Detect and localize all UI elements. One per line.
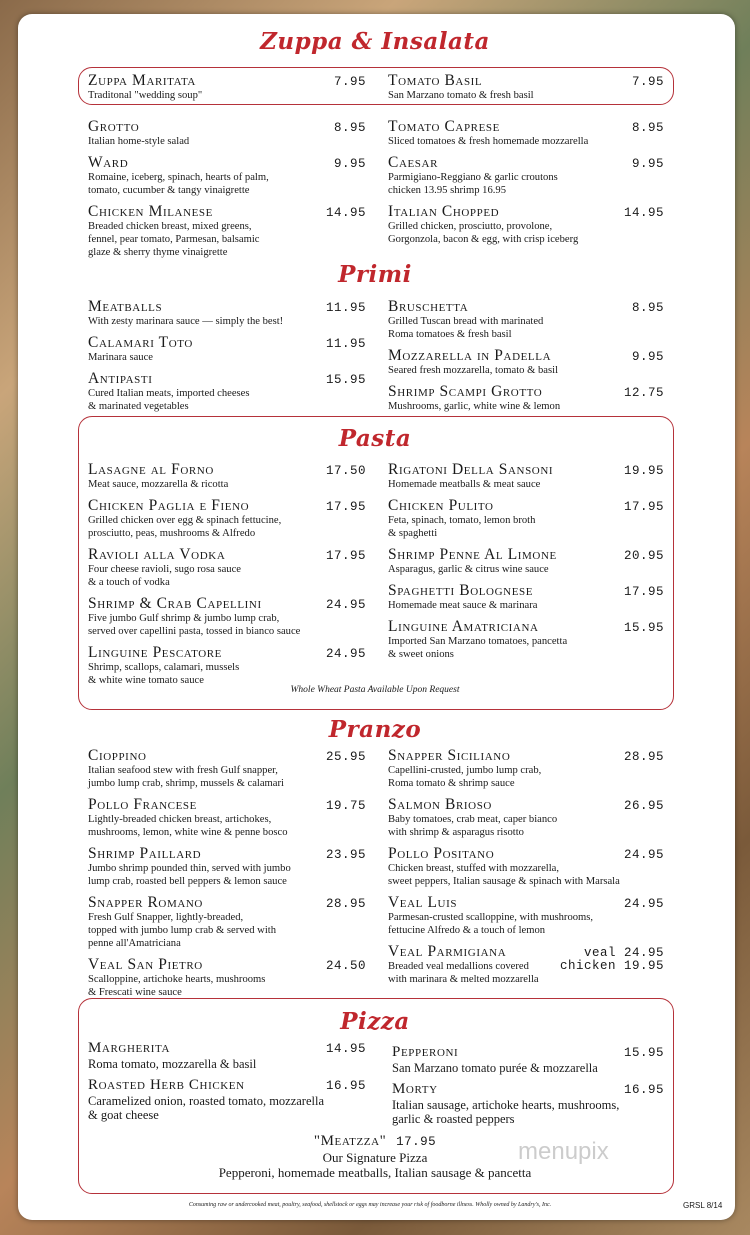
item-header	[388, 347, 664, 364]
item-description	[388, 911, 664, 937]
item-name: Shrimp & Crab Capellini	[88, 595, 262, 612]
menu-item	[88, 72, 366, 102]
featured-soups	[88, 72, 664, 108]
signature-pizza-subtitle: Our Signature Pizza	[322, 1150, 428, 1165]
description-line: Grilled chicken, prosciutto, provolone,	[388, 221, 553, 232]
item-price: 26.95	[623, 799, 664, 813]
item-description	[388, 135, 664, 148]
item-price: 8.95	[631, 121, 664, 135]
item-price: 17.95	[623, 500, 664, 514]
menu-code: GRSL 8/14	[683, 1201, 723, 1210]
item-header	[388, 546, 664, 563]
item-description	[388, 89, 664, 102]
menu-item	[388, 796, 664, 839]
item-name: Salmon Brioso	[388, 796, 492, 813]
description-line: Feta, spinach, tomato, lemon broth	[388, 515, 536, 526]
description-line: Grilled Tuscan bread with marinated	[388, 316, 544, 327]
item-header	[88, 1040, 366, 1057]
item-header	[88, 595, 366, 612]
item-header	[88, 334, 366, 351]
item-description	[392, 1098, 664, 1126]
item-description	[88, 1094, 366, 1122]
menu-item	[88, 497, 366, 540]
description-line: Italian seafood stew with fresh Gulf snapper,	[88, 765, 278, 776]
section-title-zuppa: Zuppa & Insalata	[260, 28, 490, 55]
menu-item	[388, 203, 664, 246]
description-line: chicken 13.95 shrimp 16.95	[388, 185, 506, 196]
menu-item	[388, 747, 664, 790]
description-line: & Frescati wine sauce	[88, 987, 182, 998]
description-line: Homemade meat sauce & marinara	[388, 600, 538, 611]
item-header	[88, 298, 366, 315]
item-name: Tomato Caprese	[388, 118, 500, 135]
item-description	[88, 514, 366, 540]
item-name: Shrimp Scampi Grotto	[388, 383, 543, 400]
item-name: Snapper Siciliano	[388, 747, 511, 764]
signature-pizza-desc: Pepperoni, homemade meatballs, Italian sausage & pancetta	[218, 1165, 532, 1180]
item-description	[88, 478, 366, 491]
item-description	[88, 661, 366, 687]
item-price: 9.95	[631, 157, 664, 171]
item-price: 17.95	[325, 549, 366, 563]
item-price: 14.95	[623, 206, 664, 220]
description-line: Marinara sauce	[88, 352, 153, 363]
item-name: Veal Luis	[388, 894, 458, 911]
item-price: 17.95	[623, 585, 664, 599]
item-name: Shrimp Penne Al Limone	[388, 546, 557, 563]
description-line: Italian sausage, artichoke hearts, mushrooms,	[392, 1098, 620, 1112]
item-description	[88, 862, 366, 888]
description-line: Italian home-style salad	[88, 136, 190, 147]
description-line: Parmigiano-Reggiano & garlic croutons	[388, 172, 558, 183]
item-header	[88, 644, 366, 661]
item-name: Spaghetti Bolognese	[388, 582, 534, 599]
description-line: Asparagus, garlic & citrus wine sauce	[388, 564, 549, 575]
menu-item	[388, 118, 664, 148]
item-name: Tomato Basil	[388, 72, 483, 89]
item-description	[88, 89, 366, 102]
description-line: Chicken breast, stuffed with mozzarella,	[388, 863, 560, 874]
item-header	[392, 1044, 664, 1061]
description-line: Four cheese ravioli, sugo rosa sauce	[88, 564, 241, 575]
item-price: 28.95	[325, 897, 366, 911]
item-description	[388, 813, 664, 839]
item-header	[88, 845, 366, 862]
description-line: prosciutto, peas, mushrooms & Alfredo	[88, 528, 256, 539]
item-description	[388, 960, 664, 986]
item-name: Veal San Pietro	[88, 956, 203, 973]
description-line: Grilled chicken over egg & spinach fettucine,	[88, 515, 282, 526]
item-header	[88, 118, 366, 135]
description-line: Baby tomatoes, crab meat, caper bianco	[388, 814, 558, 825]
item-description	[88, 973, 366, 999]
item-name: Meatballs	[88, 298, 163, 315]
item-header	[388, 796, 664, 813]
item-description	[88, 351, 366, 364]
item-description	[388, 171, 664, 197]
item-description	[388, 563, 664, 576]
menu-item	[88, 956, 366, 999]
item-header	[88, 956, 366, 973]
menu-item	[88, 894, 366, 950]
item-name: Linguine Pescatore	[88, 644, 223, 661]
description-line: With zesty marinara sauce — simply the best!	[88, 316, 284, 327]
item-name: Pollo Positano	[388, 845, 495, 862]
menu-item	[88, 370, 366, 413]
item-header	[88, 796, 366, 813]
signature-pizza-name: "Meatzza"	[313, 1133, 387, 1149]
menu-item	[88, 298, 366, 328]
item-header	[388, 461, 664, 478]
item-description	[388, 364, 664, 377]
footer-disclaimer: Consuming raw or undercooked meat, poultry, seafood, shellstock or eggs may increase your risk of foodborne illness. Wholly owned by Landry's, Inc.	[188, 1202, 552, 1208]
item-name: Italian Chopped	[388, 203, 500, 220]
item-name: Mozzarella in Padella	[388, 347, 552, 364]
description-line: Roma tomatoes & fresh basil	[388, 329, 512, 340]
description-row	[388, 960, 664, 973]
description-line: Cured Italian meats, imported cheeses	[88, 388, 250, 399]
menu-item	[88, 747, 366, 790]
menu-item	[88, 118, 366, 148]
description-line: Sliced tomatoes & fresh homemade mozzarella	[388, 136, 589, 147]
item-header	[88, 497, 366, 514]
description-line: & sweet onions	[388, 649, 454, 660]
item-description	[88, 220, 366, 259]
item-name: Shrimp Paillard	[88, 845, 202, 862]
item-description	[88, 563, 366, 589]
item-price: 16.95	[623, 1083, 664, 1097]
description-line: Jumbo shrimp pounded thin, served with jumbo	[88, 863, 291, 874]
item-price: 15.95	[623, 1046, 664, 1060]
description-line: Roma tomato, mozzarella & basil	[88, 1057, 257, 1071]
item-description	[88, 1057, 366, 1071]
description-line: Gorgonzola, bacon & egg, with crisp iceberg	[388, 234, 579, 245]
menu-item	[388, 943, 664, 986]
menu-item	[388, 461, 664, 491]
item-price: 19.95	[623, 464, 664, 478]
item-name: Pollo Francese	[88, 796, 197, 813]
primi-items	[88, 298, 664, 419]
item-header	[88, 203, 366, 220]
item-description	[388, 862, 664, 888]
menu-item	[392, 1081, 664, 1126]
item-price-alt: chicken 19.95	[559, 959, 664, 973]
menu-item	[88, 644, 366, 687]
menu-item	[388, 894, 664, 937]
item-name: Caesar	[388, 154, 438, 171]
item-price: 15.95	[623, 621, 664, 635]
section-title-primi: Primi	[338, 261, 412, 288]
description-line: glaze & sherry thyme vinaigrette	[88, 247, 228, 258]
item-header	[88, 461, 366, 478]
zuppa-items	[88, 118, 664, 265]
description-line: served over capellini pasta, tossed in bianco sauce	[88, 626, 301, 637]
item-description	[88, 315, 366, 328]
description-line: jumbo lump crab, shrimp, mussels & calamari	[88, 778, 284, 789]
item-price: 24.95	[623, 848, 664, 862]
menu-item	[88, 1077, 366, 1122]
item-name: Zuppa Maritata	[88, 72, 196, 89]
description-line: Caramelized onion, roasted tomato, mozzarella	[88, 1094, 325, 1108]
item-description	[88, 171, 366, 197]
description-line: & white wine tomato sauce	[88, 675, 204, 686]
item-name: Veal Parmigiana	[388, 943, 507, 960]
section-title-pranzo: Pranzo	[328, 716, 422, 743]
menu-item	[388, 347, 664, 377]
description-line: Fresh Gulf Snapper, lightly-breaded,	[88, 912, 244, 923]
description-line: Lightly-breaded chicken breast, artichokes,	[88, 814, 272, 825]
menu-item	[88, 546, 366, 589]
item-description	[388, 764, 664, 790]
item-header	[88, 747, 366, 764]
item-header	[388, 298, 664, 315]
menu-item	[388, 72, 664, 102]
pasta-items	[88, 461, 664, 693]
description-line: garlic & roasted peppers	[392, 1112, 515, 1126]
item-header	[388, 845, 664, 862]
menu-item	[388, 497, 664, 540]
description-line: Romaine, iceberg, spinach, hearts of palm,	[88, 172, 269, 183]
menu-item	[388, 618, 664, 661]
item-name: Pepperoni	[392, 1044, 459, 1060]
item-header	[388, 383, 664, 400]
menu-item	[88, 203, 366, 259]
item-name: Chicken Paglia e Fieno	[88, 497, 250, 514]
menu-item	[88, 154, 366, 197]
description-line: sweet peppers, Italian sausage & spinach with Marsala	[388, 876, 620, 887]
description-line: Meat sauce, mozzarella & ricotta	[88, 479, 229, 490]
item-price: 9.95	[333, 157, 366, 171]
description-line: Imported San Marzano tomatoes, pancetta	[388, 636, 568, 647]
description-line: with marinara & melted mozzarella	[388, 974, 539, 985]
item-price: 23.95	[325, 848, 366, 862]
description-line: Breaded veal medallions covered	[388, 961, 529, 972]
menu-item	[88, 1040, 366, 1071]
item-name: Ravioli alla Vodka	[88, 546, 226, 563]
menu-item	[388, 582, 664, 612]
item-price: 20.95	[623, 549, 664, 563]
item-price: 24.95	[623, 897, 664, 911]
pranzo-items	[88, 747, 664, 1005]
item-name: Rigatoni Della Sansoni	[388, 461, 554, 478]
item-price: 14.95	[325, 1042, 366, 1056]
item-description	[392, 1061, 664, 1075]
description-line: San Marzano tomato purée & mozzarella	[392, 1061, 598, 1075]
item-price: 28.95	[623, 750, 664, 764]
item-price: 17.95	[325, 500, 366, 514]
item-header	[88, 154, 366, 171]
item-header	[88, 370, 366, 387]
description-line: Five jumbo Gulf shrimp & jumbo lump crab,	[88, 613, 280, 624]
pasta-note: Whole Wheat Pasta Available Upon Request	[290, 685, 460, 695]
item-name: Grotto	[88, 118, 140, 135]
menu-item	[388, 546, 664, 576]
item-header	[388, 894, 664, 911]
item-header	[388, 72, 664, 89]
item-price: 24.50	[325, 959, 366, 973]
item-header	[88, 546, 366, 563]
description-line: Roma tomato & shrimp sauce	[388, 778, 515, 789]
menu-item	[388, 154, 664, 197]
item-description	[388, 599, 664, 612]
item-description	[388, 635, 664, 661]
description-line: Parmesan-crusted scalloppine, with mushrooms,	[388, 912, 594, 923]
item-name: Bruschetta	[388, 298, 469, 315]
menu-item	[392, 1044, 664, 1075]
description-line: mushrooms, lemon, white wine & penne bosco	[88, 827, 288, 838]
description-line: & a touch of vodka	[88, 577, 170, 588]
description-line: & spaghetti	[388, 528, 438, 539]
section-title-pasta: Pasta	[338, 425, 412, 452]
item-header	[388, 582, 664, 599]
item-name: Morty	[392, 1081, 438, 1097]
item-price: 7.95	[631, 75, 664, 89]
pizza-items	[88, 1040, 664, 1132]
menu-item	[88, 796, 366, 839]
item-description	[88, 813, 366, 839]
item-name: Antipasti	[88, 370, 153, 387]
item-description	[88, 612, 366, 638]
item-price: 11.95	[325, 301, 366, 315]
item-price: 17.50	[325, 464, 366, 478]
item-price: 15.95	[325, 373, 366, 387]
item-name: Chicken Pulito	[388, 497, 494, 514]
item-header	[388, 203, 664, 220]
section-title-pizza: Pizza	[340, 1008, 410, 1035]
description-line: Traditonal "wedding soup"	[88, 90, 203, 101]
item-price: 19.75	[325, 799, 366, 813]
item-description	[388, 220, 664, 246]
description-line: Breaded chicken breast, mixed greens,	[88, 221, 252, 232]
item-price: 7.95	[333, 75, 366, 89]
item-name: Calamari Toto	[88, 334, 193, 351]
item-description	[388, 315, 664, 341]
item-name: Snapper Romano	[88, 894, 203, 911]
item-price: 25.95	[325, 750, 366, 764]
description-line: & marinated vegetables	[88, 401, 189, 412]
menu-item	[88, 595, 366, 638]
menu-item	[88, 334, 366, 364]
item-header	[88, 1077, 366, 1094]
watermark: menupix	[518, 1138, 609, 1165]
item-header	[388, 154, 664, 171]
item-name: Cioppino	[88, 747, 147, 764]
item-description	[88, 911, 366, 950]
description-line: Shrimp, scallops, calamari, mussels	[88, 662, 240, 673]
item-price: 24.95	[325, 647, 366, 661]
item-header	[388, 118, 664, 135]
description-line: Capellini-crusted, jumbo lump crab,	[388, 765, 542, 776]
description-line: San Marzano tomato & fresh basil	[388, 90, 534, 101]
menu-item	[88, 461, 366, 491]
description-line: tomato, cucumber & tangy vinaigrette	[88, 185, 250, 196]
item-description	[88, 135, 366, 148]
item-header	[388, 747, 664, 764]
item-description	[88, 387, 366, 413]
item-price: 9.95	[631, 350, 664, 364]
item-name: Linguine Amatriciana	[388, 618, 539, 635]
item-price: 24.95	[325, 598, 366, 612]
item-description	[388, 478, 664, 491]
signature-pizza-price: 17.95	[396, 1135, 437, 1149]
item-price: 8.95	[333, 121, 366, 135]
description-line: Homemade meatballs & meat sauce	[388, 479, 541, 490]
description-line: fettucine Alfredo & a touch of lemon	[388, 925, 546, 936]
item-name: Roasted Herb Chicken	[88, 1077, 245, 1093]
item-price: 14.95	[325, 206, 366, 220]
description-line: Seared fresh mozzarella, tomato & basil	[388, 365, 559, 376]
menu-item	[388, 383, 664, 413]
item-header	[392, 1081, 664, 1098]
item-description	[388, 514, 664, 540]
item-price: 12.75	[623, 386, 664, 400]
item-header	[388, 497, 664, 514]
item-price: veal 24.95	[583, 946, 664, 960]
item-description	[88, 764, 366, 790]
item-price: 11.95	[325, 337, 366, 351]
item-name: Chicken Milanese	[88, 203, 213, 220]
menu-item	[388, 298, 664, 341]
item-description	[388, 400, 664, 413]
description-line: Mushrooms, garlic, white wine & lemon	[388, 401, 561, 412]
menu-item	[88, 845, 366, 888]
description-line: fennel, pear tomato, Parmesan, balsamic	[88, 234, 260, 245]
item-price: 8.95	[631, 301, 664, 315]
signature-pizza	[0, 1133, 750, 1180]
item-header	[88, 72, 366, 89]
description-line: & goat cheese	[88, 1108, 159, 1122]
item-name: Margherita	[88, 1040, 171, 1056]
item-name: Ward	[88, 154, 129, 171]
item-name: Lasagne al Forno	[88, 461, 214, 478]
description-line: with shrimp & asparagus risotto	[388, 827, 524, 838]
description-line: penne all'Amatriciana	[88, 938, 181, 949]
description-line: topped with jumbo lump crab & served with	[88, 925, 277, 936]
item-header	[88, 894, 366, 911]
description-line: lump crab, roasted bell peppers & lemon sauce	[88, 876, 287, 887]
description-line: Scalloppine, artichoke hearts, mushrooms	[88, 974, 266, 985]
menu-item	[388, 845, 664, 888]
item-price: 16.95	[325, 1079, 366, 1093]
item-header	[388, 618, 664, 635]
item-header	[388, 943, 664, 960]
